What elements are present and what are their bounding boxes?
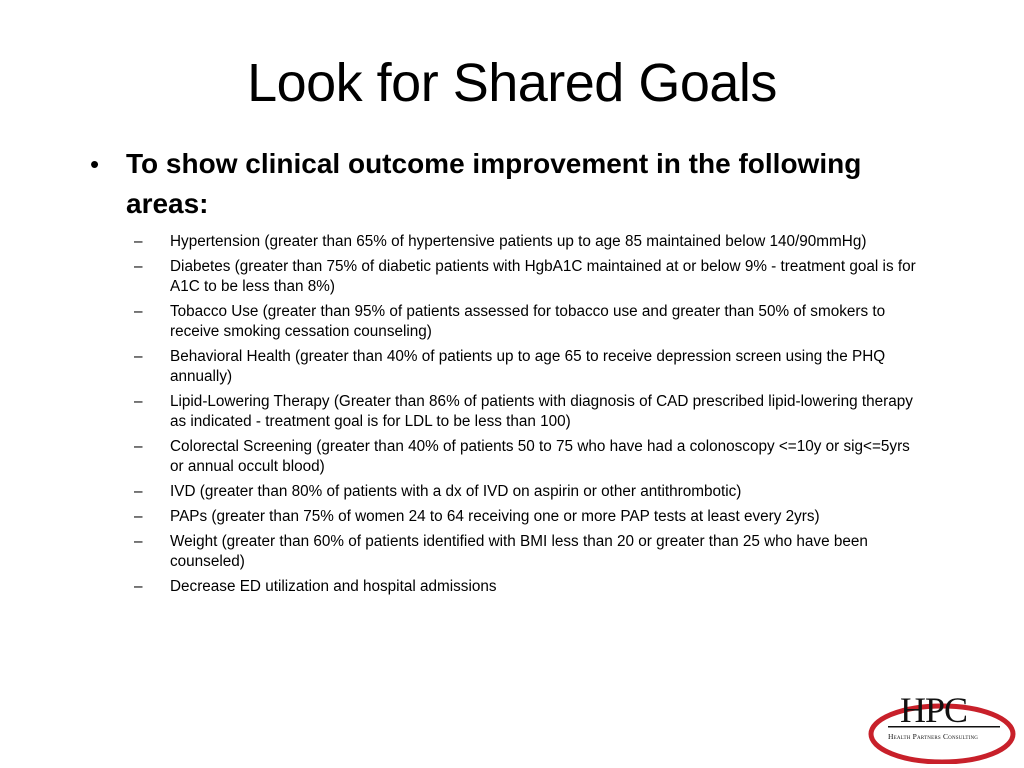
main-bullet-text: To show clinical outcome improvement in the following areas: [126,148,862,219]
sub-bullet-item [134,532,920,572]
sub-bullet-item [134,392,920,432]
dash-icon: – [134,258,143,275]
sub-bullet-item [134,302,920,342]
sub-bullet-text: PAPs (greater than 75% of women 24 to 64 receiving one or more PAP tests at least every 2yrs) [170,508,820,525]
sub-bullet-text: Weight (greater than 60% of patients identified with BMI less than 20 or greater than 25 who have been counseled) [170,533,868,570]
sub-bullet-text: Decrease ED utilization and hospital admissions [170,578,497,595]
dash-icon: – [134,578,143,595]
sub-bullet-item [134,577,920,597]
sub-bullet-text: Tobacco Use (greater than 95% of patients assessed for tobacco use and greater than 50% of smokers to receive smoking cessation counseling) [170,303,886,340]
dash-icon: – [134,303,143,320]
dash-icon: – [134,438,143,455]
sub-bullet-list [90,232,920,597]
sub-bullet-text: Lipid-Lowering Therapy (Greater than 86% of patients with diagnosis of CAD prescribed lipid-lowering therapy as indicated - treatment goal is for LDL to be less than 100) [170,393,913,430]
main-bullet [90,144,920,224]
sub-bullet-text: Colorectal Screening (greater than 40% of patients 50 to 75 who have had a colonoscopy <=10y or sig<=5yrs or annual occult blood) [170,438,910,475]
logo-company-name: Health Partners Consulting [888,732,979,741]
sub-bullet-text: Hypertension (greater than 65% of hypertensive patients up to age 85 maintained below 140/90mmHg) [170,233,867,250]
sub-bullet-text: IVD (greater than 80% of patients with a dx of IVD on aspirin or other antithrombotic) [170,483,742,500]
slide-title: Look for Shared Goals [247,53,777,113]
dash-icon: – [134,508,143,525]
dash-icon: – [134,348,143,365]
sub-bullet-item [134,437,920,477]
sub-bullet-text: Behavioral Health (greater than 40% of patients up to age 65 to receive depression screen using the PHQ annually) [170,348,886,385]
dash-icon: – [134,393,143,410]
hpc-logo [868,690,1016,764]
dash-icon: – [134,483,143,500]
sub-bullet-item [134,482,920,502]
slide-content [90,144,920,602]
sub-bullet-text: Diabetes (greater than 75% of diabetic patients with HgbA1C maintained at or below 9% - treatment goal is for A1C to be less than 8%) [170,258,916,295]
dash-icon: – [134,533,143,550]
sub-bullet-item [134,232,920,252]
logo-initials: HPC [900,690,968,730]
bullet-dot-icon: • [90,149,100,179]
sub-bullet-item [134,257,920,297]
sub-bullet-item [134,507,920,527]
sub-bullet-item [134,347,920,387]
dash-icon: – [134,233,143,250]
